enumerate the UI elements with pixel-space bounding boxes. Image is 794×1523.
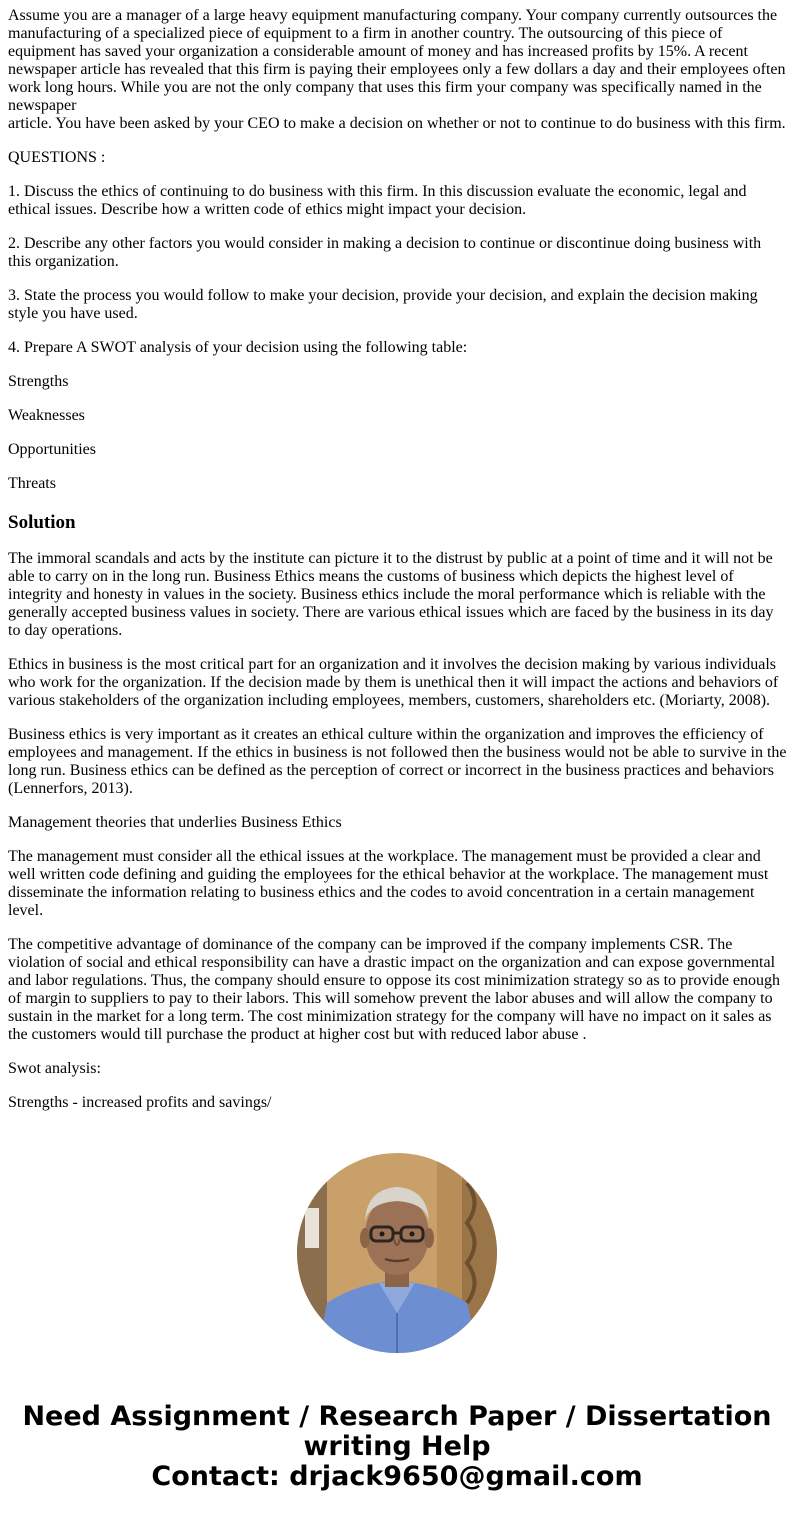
question-item-3: 3. State the process you would follow to make your decision, provide your decision, and explain the decision making style you have used. — [8, 287, 758, 322]
swot-opportunities: Opportunities — [8, 441, 96, 458]
promo-contact: Contact: drjack9650@gmail.com — [151, 1461, 643, 1492]
swot-strengths-answer: Strengths - increased profits and savings/ — [8, 1094, 272, 1111]
promo-banner — [0, 1402, 794, 1492]
swot-analysis-label: Swot analysis: — [8, 1060, 101, 1077]
solution-paragraph: The competitive advantage of dominance of the company can be improved if the company implements CSR. The violation of social and ethical responsibility can have a drastic impact on the organization and can expose governmental and labor regulations. Thus, the company should ensure to oppose its cost minimization strategy so as to provide enough of margin to suppliers to pay to their labors. This will somehow prevent the labor abuses and will allow the company to sustain in the market for a long term. The cost minimization strategy for the company will have no impact on it sales as the customers would till purchase the product at higher cost but with reduced labor abuse . — [8, 936, 781, 1043]
author-avatar — [297, 1153, 497, 1353]
solution-paragraph: The management must consider all the ethical issues at the workplace. The management must be provided a clear and well written code defining and guiding the employees for the ethical behavior at the workplace. The management must disseminate the information relating to business ethics and the codes to avoid concentration in a certain management level. — [8, 848, 769, 919]
questions-heading: QUESTIONS : — [8, 149, 106, 166]
solution-paragraph: Business ethics is very important as it creates an ethical culture within the organization and improves the efficiency of employees and management. If the ethics in business is not followed then the business would not be able to survive in the long run. Business ethics can be defined as the perception of correct or incorrect in the business practices and behaviors (Lennerfors, 2013). — [8, 726, 787, 797]
solution-subheading: Management theories that underlies Business Ethics — [8, 814, 342, 831]
question-item-4: 4. Prepare A SWOT analysis of your decision using the following table: — [8, 339, 468, 356]
swot-threats: Threats — [8, 475, 56, 492]
swot-weaknesses: Weaknesses — [8, 407, 85, 424]
person-photo-icon — [297, 1153, 497, 1353]
promo-line-1: Need Assignment / Research Paper / Dissertation — [22, 1401, 772, 1432]
solution-paragraph: The immoral scandals and acts by the institute can picture it to the distrust by public at a point of time and it will not be able to carry on in the long run. Business Ethics means the customs of business which depicts the highest level of integrity and honesty in values in the society. Business ethics include the moral performance which is reliable with the generally accepted business values in society. There are various ethical issues which are faced by the business in its day to day operations. — [8, 550, 774, 639]
promo-line-2: writing Help — [303, 1431, 491, 1462]
solution-paragraph: Ethics in business is the most critical part for an organization and it involves the decision making by various individuals who work for the organization. If the decision made by them is unethical then it will impact the actions and behaviors of various stakeholders of the organization including employees, members, customers, shareholders etc. (Moriarty, 2008). — [8, 656, 779, 709]
document-content — [8, 0, 788, 1122]
question-item-2: 2. Describe any other factors you would consider in making a decision to continue or discontinue doing business with this organization. — [8, 235, 762, 270]
solution-heading: Solution — [8, 512, 76, 533]
question-intro: Assume you are a manager of a large heavy equipment manufacturing company. Your company currently outsources the manufacturing of a specialized piece of equipment to a firm in another country. The outsourcing of this piece of equipment has saved your organization a considerable amount of money and has increased profits by 15%. A recent newspaper article has revealed that this firm is paying their employees only a few dollars a day and their employees often work long hours. While you are not the only company that uses this firm your company was specifically named in the newspaper article. You have been asked by your CEO to make a decision on whether or not to continue to do business with this firm. — [8, 7, 786, 132]
question-item-1: 1. Discuss the ethics of continuing to do business with this firm. In this discussion evaluate the economic, legal and ethical issues. Describe how a written code of ethics might impact your decision. — [8, 183, 747, 218]
swot-strengths: Strengths — [8, 373, 69, 390]
